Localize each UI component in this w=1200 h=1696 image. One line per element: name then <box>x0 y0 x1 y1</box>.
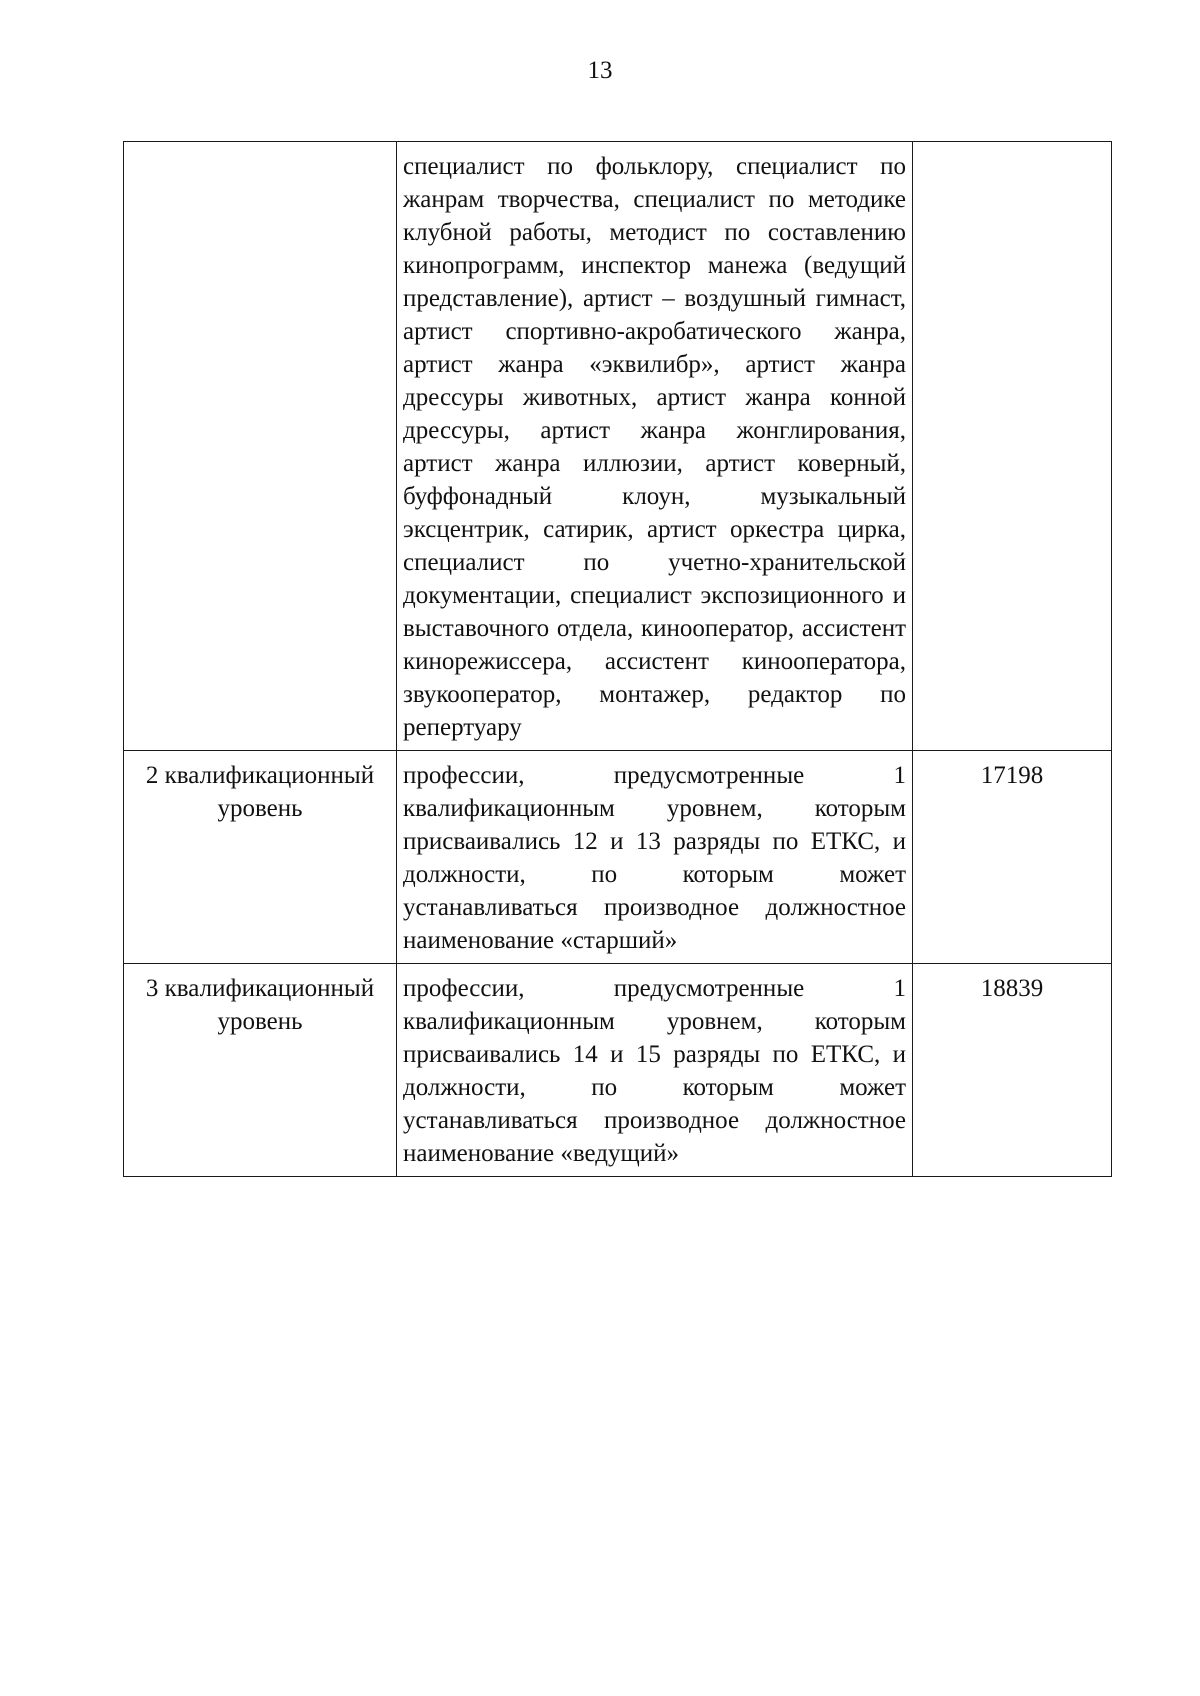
positions-description: специалист по фольклору, специалист по жанрам творчества, специалист по методике клубной работы, методист по составлению кинопрограмм, инспектор манежа (ведущий представление), артист – воздушный гимнаст, артист спортивно-акробатического жанра, артист жанра «эквилибр», артист жанра дрессуры животных, артист жанра конной дрессуры, артист жанра жонглирования, артист жанра иллюзии, артист коверный, буффонадный клоун, музыкальный эксцентрик, сатирик, артист оркестра цирка, специалист по учетно-хранительской документации, специалист экспозиционного и выставочного отдела, кинооператор, ассистент кинорежиссера, ассистент кинооператора, звукооператор, монтажер, редактор по репертуару <box>403 153 906 741</box>
salary-cell: 18839 <box>913 964 1112 1177</box>
table-row <box>124 751 1112 964</box>
table-row <box>124 142 1112 751</box>
positions-description: профессии, предусмотренные 1 квалификационным уровнем, которым присваивались 12 и 13 разряды по ЕТКС, и должности, по которым может устанавливаться производное должностное наименование «старший» <box>403 762 906 954</box>
qualification-level-cell: 2 квалификационный уровень <box>124 751 397 964</box>
table-row <box>124 964 1112 1177</box>
salary-cell: 17198 <box>913 751 1112 964</box>
qualification-level-cell <box>124 142 397 751</box>
positions-description-cell <box>397 142 913 751</box>
page-number: 13 <box>587 57 613 84</box>
positions-description-cell <box>397 751 913 964</box>
qualification-table <box>123 141 1112 1177</box>
qualification-level-cell: 3 квалификационный уровень <box>124 964 397 1177</box>
positions-description: профессии, предусмотренные 1 квалификационным уровнем, которым присваивались 14 и 15 разряды по ЕТКС, и должности, по которым может устанавливаться производное должностное наименование «ведущий» <box>403 975 906 1167</box>
positions-description-cell <box>397 964 913 1177</box>
salary-cell <box>913 142 1112 751</box>
